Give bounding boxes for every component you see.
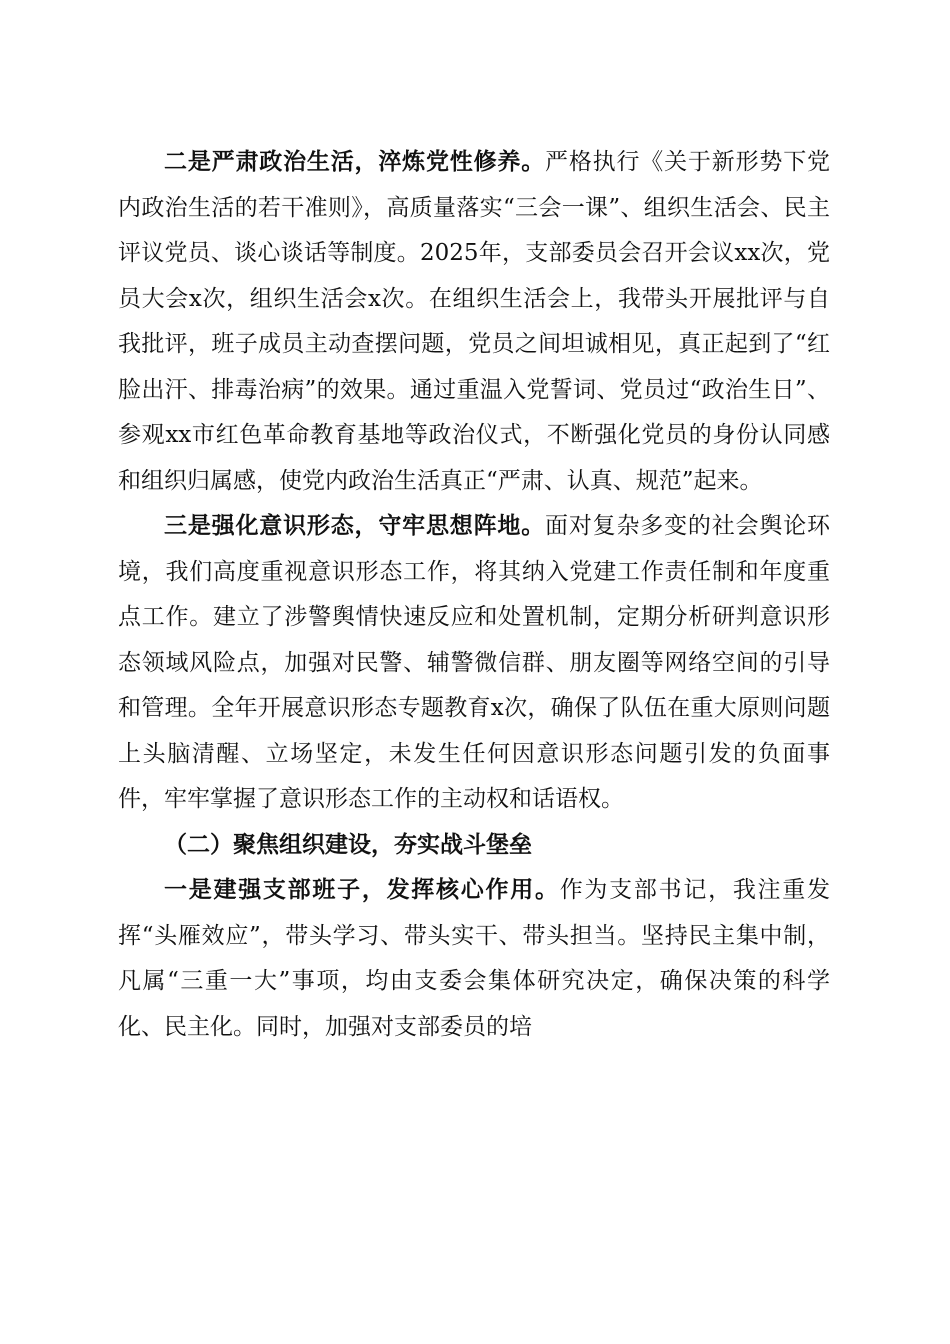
paragraph-lead: 三是强化意识形态，守牢思想阵地。 <box>164 513 546 539</box>
paragraph-text: 作为支部书记，我注重发挥“头雁效应”，带头学习、带头实干、带头担当。坚持民主集中制，凡属“三重一大”事项，均由支委会集体研究决定，确保决策的科学化、民主化。同时，加强对支部委员的培 <box>118 877 831 1040</box>
paragraph-lead: 一是建强支部班子，发挥核心作用。 <box>164 877 560 903</box>
paragraph-lead: 二是严肃政治生活，淬炼党性修养。 <box>164 149 546 175</box>
document-body <box>118 140 830 1050</box>
paragraph-text: 面对复杂多变的社会舆论环境，我们高度重视意识形态工作，将其纳入党建工作责任制和年度重点工作。建立了涉警舆情快速反应和处置机制，定期分析研判意识形态领域风险点，加强对民警、辅警微信群、朋友圈等网络空间的引导和管理。全年开展意识形态专题教育x次，确保了队伍在重大原则问题上头脑清醒、立场坚定，未发生任何因意识形态问题引发的负面事件，牢牢掌握了意识形态工作的主动权和话语权。 <box>118 513 831 812</box>
paragraph-ideology <box>118 504 830 823</box>
section-heading: （二）聚焦组织建设，夯实战斗堡垒 <box>164 831 532 858</box>
paragraph-branch-team <box>118 868 830 1050</box>
paragraph-strict-political-life <box>118 140 830 504</box>
paragraph-text: 严格执行《关于新形势下党内政治生活的若干准则》，高质量落实“三会一课”、组织生活会、民主评议党员、谈心谈话等制度。2025年，支部委员会召开会议xx次，党员大会x次，组织生活会x次。在组织生活会上，我带头开展批评与自我批评，班子成员主动查摆问题，党员之间坦诚相见，真正起到了“红脸出汗、排毒治病”的效果。通过重温入党誓词、党员过“政治生日”、参观xx市红色革命教育基地等政治仪式，不断强化党员的身份认同感和组织归属感，使党内政治生活真正“严肃、认真、规范”起来。 <box>118 149 831 494</box>
